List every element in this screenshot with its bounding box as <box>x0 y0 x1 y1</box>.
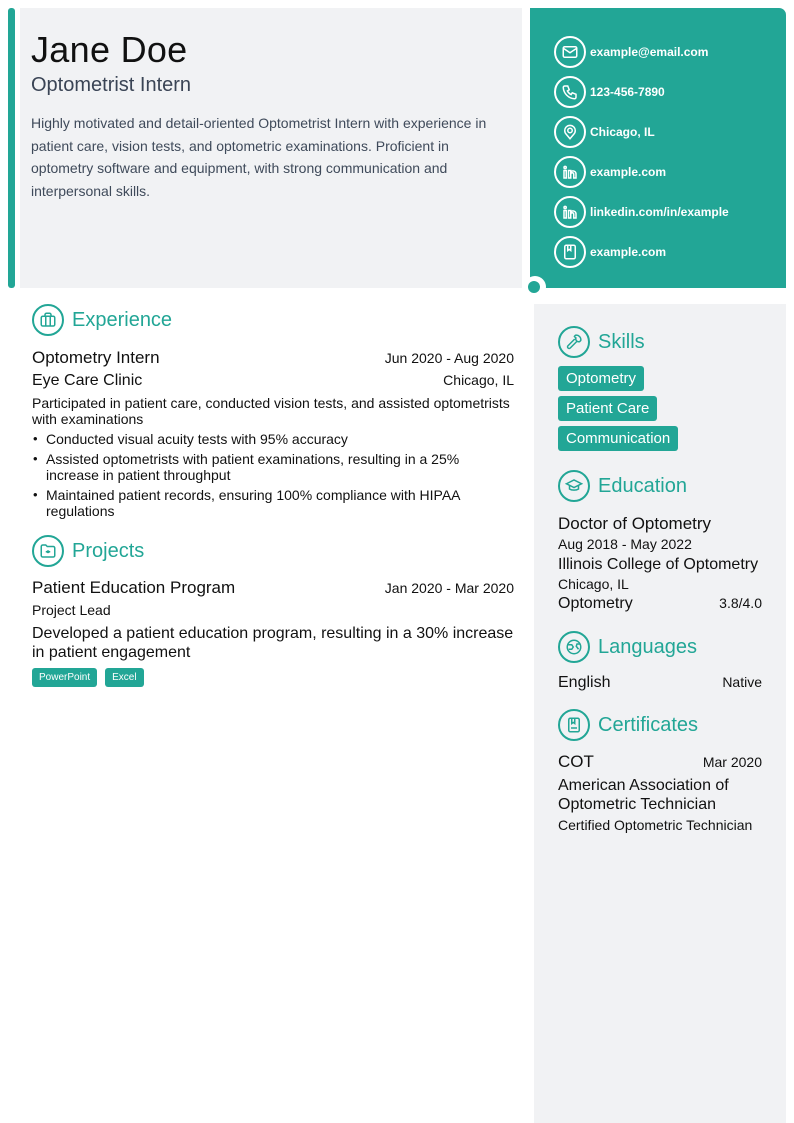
linkedin-icon <box>554 196 586 228</box>
tag-powerpoint: PowerPoint <box>32 668 97 687</box>
language-level: Native <box>722 674 762 690</box>
list-item: • Maintained patient records, ensuring 100% compliance with HIPAA regulations <box>32 487 514 519</box>
contact-panel <box>530 8 786 288</box>
education-field-row <box>558 595 762 613</box>
school-location: Chicago, IL <box>558 576 629 592</box>
experience-title: Experience <box>72 308 173 331</box>
experience-title-row <box>32 348 514 368</box>
certificates-title: Certificates <box>598 713 699 736</box>
job-dates: Jun 2020 - Aug 2020 <box>384 350 514 366</box>
languages-title: Languages <box>598 635 697 658</box>
mail-icon <box>554 36 586 68</box>
contact-location <box>554 112 786 152</box>
skill-badge: Communication <box>558 426 678 451</box>
contact-portfolio-text: example.com <box>590 245 667 259</box>
contact-email-text: example@email.com <box>590 45 709 59</box>
school-name: Illinois College of Optometry <box>558 556 759 573</box>
contact-website-text: example.com <box>590 165 667 179</box>
education-dates: Aug 2018 - May 2022 <box>558 536 692 552</box>
projects-title: Projects <box>72 539 145 562</box>
contact-linkedin-text: linkedin.com/in/example <box>590 205 729 219</box>
language-row <box>558 674 762 692</box>
list-item: • Assisted optometrists with patient examinations, resulting in a 25% increase in patient throughput <box>32 451 514 483</box>
wrench-icon <box>558 326 590 358</box>
project-description: Developed a patient education program, resulting in a 30% increase in patient engagement <box>32 625 514 661</box>
experience-heading <box>32 304 514 336</box>
contact-linkedin[interactable] <box>554 192 786 232</box>
company-location: Chicago, IL <box>443 372 514 388</box>
certificates-section <box>558 709 762 833</box>
company-name: Eye Care Clinic <box>32 372 143 389</box>
candidate-role: Optometrist Intern <box>31 74 192 96</box>
certificate-title-row <box>558 752 762 772</box>
linkedin-icon <box>554 156 586 188</box>
education-heading <box>558 470 762 502</box>
skill-badge: Optometry <box>558 366 644 391</box>
contact-phone[interactable] <box>554 72 786 112</box>
project-tags <box>32 668 514 687</box>
folder-icon <box>32 535 64 567</box>
contact-email[interactable] <box>554 32 786 72</box>
contact-phone-text: 123-456-7890 <box>590 85 665 99</box>
candidate-name: Jane Doe <box>31 29 188 70</box>
tag-excel: Excel <box>105 668 143 687</box>
gpa: 3.8/4.0 <box>719 595 762 611</box>
contact-website[interactable] <box>554 152 786 192</box>
education-title: Education <box>598 474 687 497</box>
skills-list <box>558 366 762 456</box>
project-role: Project Lead <box>32 602 111 618</box>
projects-section <box>32 535 514 687</box>
project-name: Patient Education Program <box>32 578 236 597</box>
project-title-row <box>32 578 514 598</box>
languages-section <box>558 631 762 692</box>
accent-bar <box>8 8 15 288</box>
language-name: English <box>558 674 611 691</box>
skills-title: Skills <box>598 330 645 353</box>
certificate-book-icon <box>558 709 590 741</box>
projects-heading <box>32 535 514 567</box>
globe-icon <box>558 631 590 663</box>
languages-heading <box>558 631 762 663</box>
experience-section <box>32 304 514 519</box>
certificate-name: COT <box>558 752 594 771</box>
skill-badge: Patient Care <box>558 396 657 421</box>
education-section <box>558 470 762 613</box>
list-item: • Conducted visual acuity tests with 95% accuracy <box>32 431 514 447</box>
location-pin-icon <box>554 116 586 148</box>
project-dates: Jan 2020 - Mar 2020 <box>384 580 514 596</box>
timeline-dot <box>528 281 540 293</box>
contact-portfolio[interactable] <box>554 232 786 272</box>
field-of-study: Optometry <box>558 595 633 612</box>
contact-location-text: Chicago, IL <box>590 125 655 139</box>
graduation-cap-icon <box>558 470 590 502</box>
certificates-heading <box>558 709 762 741</box>
certificate-issuer: American Association of Optometric Technician <box>558 777 729 813</box>
certificate-description: Certified Optometric Technician <box>558 817 753 833</box>
header-panel <box>20 8 522 288</box>
experience-company-row <box>32 372 514 390</box>
bookmark-icon <box>554 236 586 268</box>
sidebar <box>534 304 786 1123</box>
skills-section <box>558 326 762 456</box>
briefcase-icon <box>32 304 64 336</box>
degree: Doctor of Optometry <box>558 514 712 533</box>
summary-text: Highly motivated and detail-oriented Optometrist Intern with experience in patient care, vision tests, and optometric examinations. Proficient in optometry software and equipment, with strong communication and interpersonal skills. <box>31 115 487 199</box>
job-title: Optometry Intern <box>32 348 160 367</box>
skills-heading <box>558 326 762 358</box>
phone-icon <box>554 76 586 108</box>
main-column <box>32 304 514 687</box>
certificate-date: Mar 2020 <box>702 754 762 770</box>
job-bullets <box>32 431 514 519</box>
job-description: Participated in patient care, conducted vision tests, and assisted optometrists with examinations <box>32 395 510 427</box>
